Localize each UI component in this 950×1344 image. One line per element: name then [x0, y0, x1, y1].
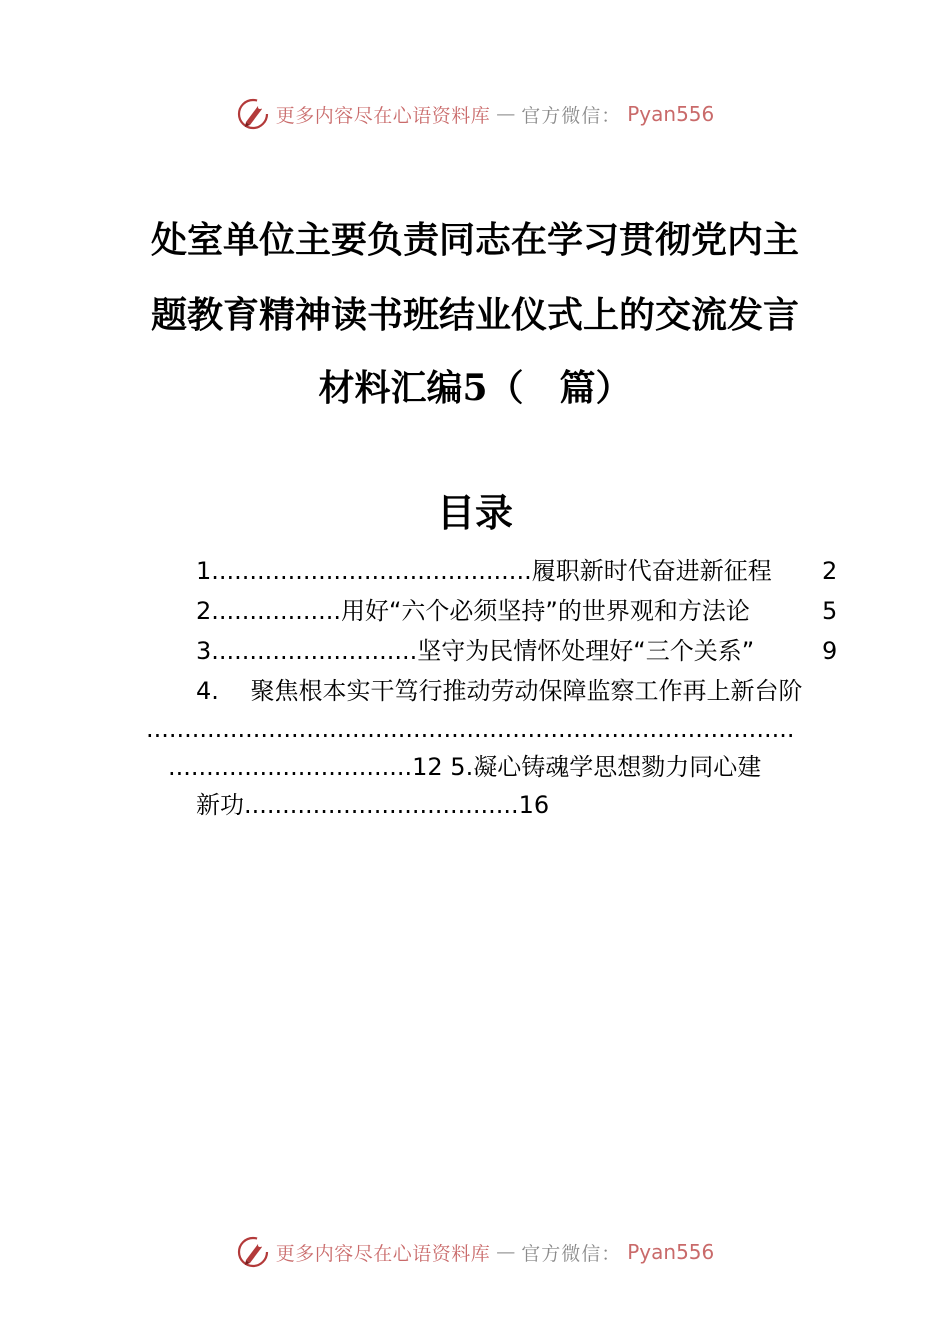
wechat-label: 官方微信：: [521, 104, 622, 127]
toc-leader-dots: ...........................: [211, 637, 418, 665]
toc-entry-number: 2: [196, 597, 212, 625]
toc-entry-title: 用好“六个必须坚持”的世界观和方法论: [340, 597, 750, 625]
wechat-id: Pyan556: [627, 102, 715, 126]
wechat-id: Pyan556: [627, 1240, 715, 1264]
toc-entry-title: 坚守为民情怀处理好“三个关系”: [417, 637, 755, 665]
pen-logo-icon: [236, 1235, 270, 1269]
separator-dash: —: [496, 1241, 516, 1263]
separator-dash: —: [496, 103, 516, 125]
header-banner: [0, 94, 950, 134]
document-title-line-1: 处室单位主要负责同志在学习贯彻党内主: [150, 219, 799, 261]
wechat-label: 官方微信：: [521, 1242, 622, 1265]
toc-leader-dots: ..........................................: [211, 557, 532, 585]
toc-entry-3-page: 9: [822, 637, 838, 665]
document-title-line-3: 材料汇编5（ 篇）: [318, 367, 632, 409]
toc-entry-5-continuation[interactable]: 新功....................................16: [196, 791, 550, 819]
promo-text: 更多内容尽在心语资料库: [275, 104, 491, 127]
toc-entry-2-page: 5: [822, 597, 838, 625]
toc-leader-line: .....................................................................................: [146, 715, 795, 743]
toc-entry-1[interactable]: [196, 556, 772, 586]
toc-heading: 目录: [436, 490, 513, 535]
toc-leader-dots: .................: [211, 597, 341, 625]
toc-entry-3[interactable]: [196, 636, 754, 666]
toc-entry-title: 履职新时代奋进新征程: [531, 557, 772, 585]
toc-entry-4[interactable]: 4. 聚焦根本实干笃行推动劳动保障监察工作再上新台阶: [196, 677, 803, 705]
toc-entry-number: 1: [196, 557, 212, 585]
promo-text: 更多内容尽在心语资料库: [275, 1242, 491, 1265]
document-title-line-2: 题教育精神读书班结业仪式上的交流发言: [150, 294, 799, 336]
toc-entry-5[interactable]: ................................12 5.凝心铸魂学思想勠力同心建: [168, 753, 762, 781]
footer-banner: [0, 1232, 950, 1272]
toc-entry-2[interactable]: [196, 596, 750, 626]
toc-entry-1-page: 2: [822, 557, 838, 585]
toc-entry-number: 3: [196, 637, 212, 665]
pen-logo-icon: [236, 97, 270, 131]
